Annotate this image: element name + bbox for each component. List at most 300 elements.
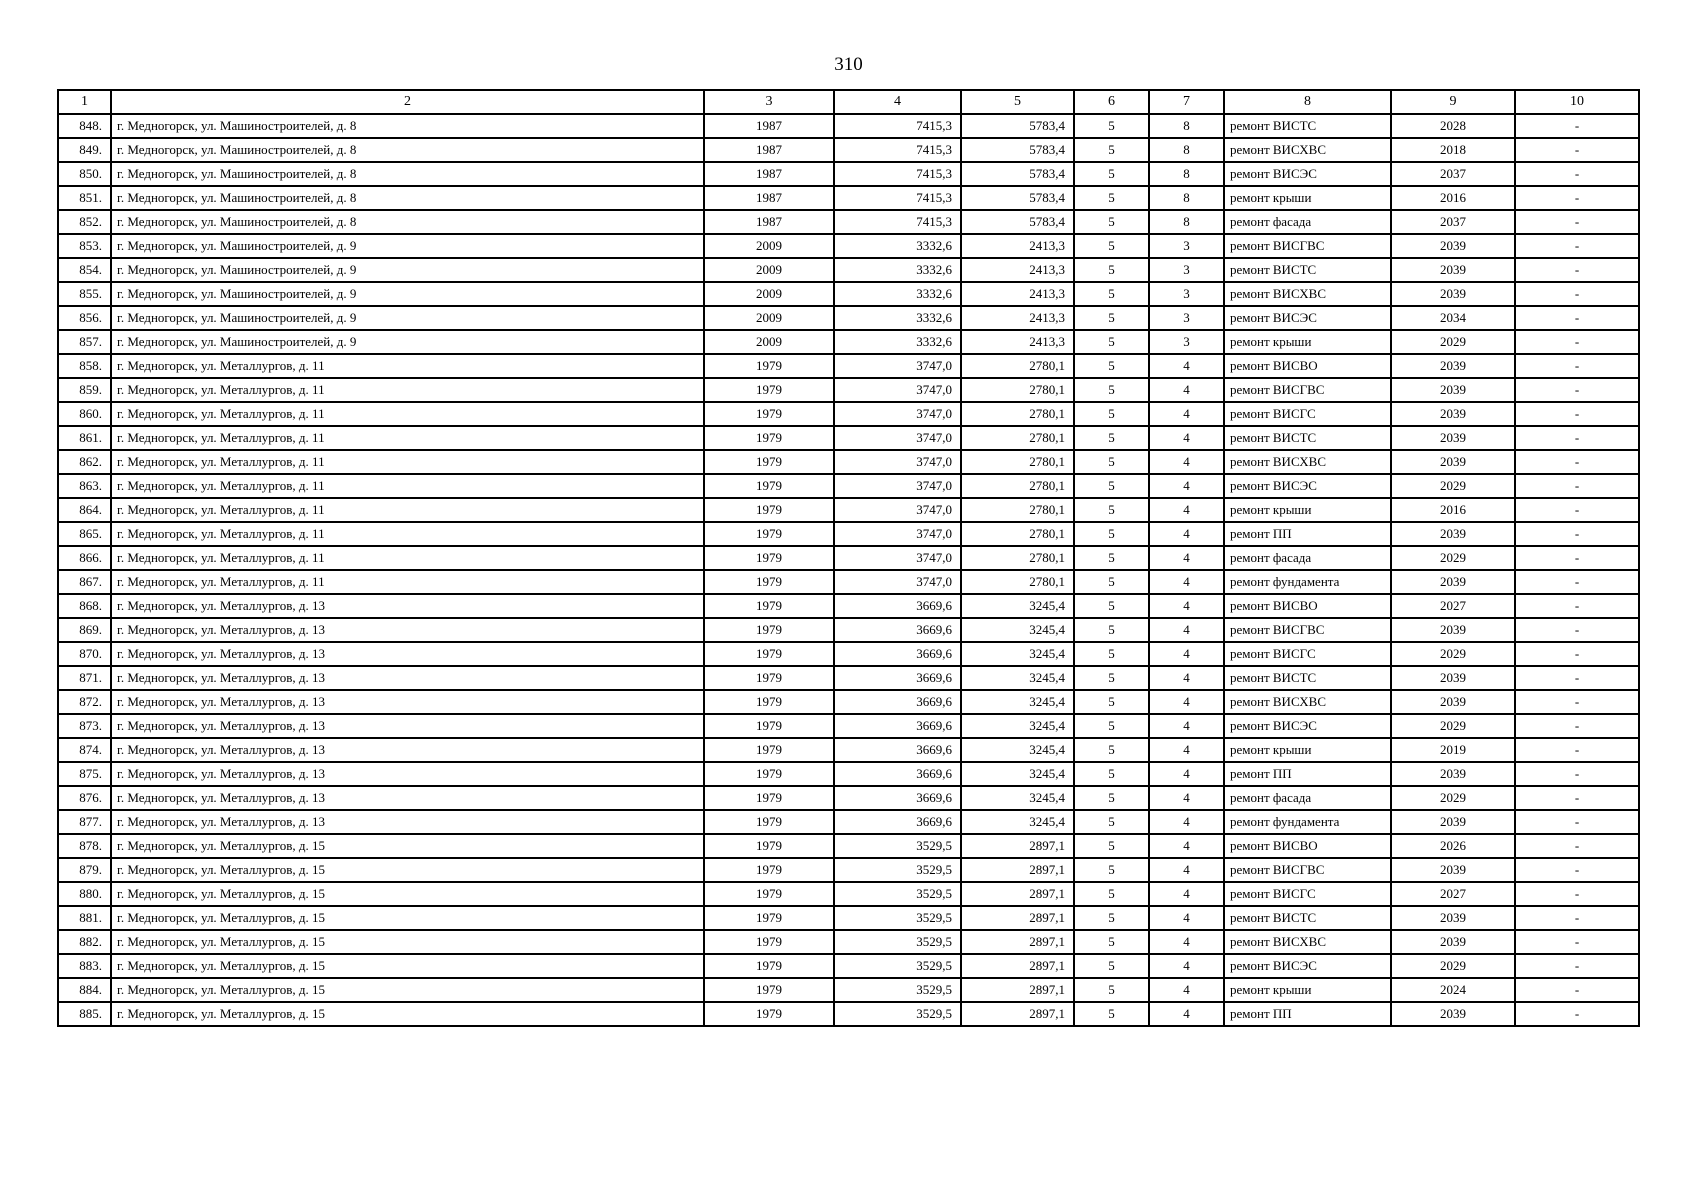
note-cell: - (1515, 258, 1639, 282)
address-cell: г. Медногорск, ул. Металлургов, д. 13 (111, 690, 704, 714)
floors-cell: 5 (1074, 498, 1149, 522)
entrances-cell: 4 (1149, 858, 1224, 882)
total-area-cell: 3747,0 (834, 546, 961, 570)
living-area-cell: 2780,1 (961, 354, 1074, 378)
note-cell: - (1515, 1002, 1639, 1026)
note-cell: - (1515, 234, 1639, 258)
planned-year-cell: 2039 (1391, 282, 1515, 306)
living-area-cell: 2897,1 (961, 978, 1074, 1002)
floors-cell: 5 (1074, 618, 1149, 642)
row-number-cell: 879. (58, 858, 111, 882)
table-body (58, 114, 1639, 1026)
row-number-cell: 884. (58, 978, 111, 1002)
entrances-cell: 8 (1149, 210, 1224, 234)
row-number-cell: 868. (58, 594, 111, 618)
total-area-cell: 3747,0 (834, 522, 961, 546)
floors-cell: 5 (1074, 714, 1149, 738)
page-number: 310 (834, 54, 863, 75)
year-built-cell: 1987 (704, 186, 834, 210)
year-built-cell: 2009 (704, 330, 834, 354)
row-number-cell: 882. (58, 930, 111, 954)
header-row (58, 90, 1639, 114)
table-row (58, 186, 1639, 210)
living-area-cell: 5783,4 (961, 114, 1074, 138)
planned-year-cell: 2039 (1391, 570, 1515, 594)
floors-cell: 5 (1074, 666, 1149, 690)
repair-type-cell: ремонт крыши (1224, 330, 1391, 354)
repair-type-cell: ремонт фасада (1224, 786, 1391, 810)
table-row (58, 810, 1639, 834)
table-row (58, 666, 1639, 690)
address-cell: г. Медногорск, ул. Машиностроителей, д. 8 (111, 186, 704, 210)
living-area-cell: 3245,4 (961, 786, 1074, 810)
year-built-cell: 1979 (704, 402, 834, 426)
total-area-cell: 3332,6 (834, 282, 961, 306)
planned-year-cell: 2039 (1391, 810, 1515, 834)
total-area-cell: 3332,6 (834, 306, 961, 330)
total-area-cell: 3669,6 (834, 786, 961, 810)
living-area-cell: 2780,1 (961, 570, 1074, 594)
year-built-cell: 1979 (704, 354, 834, 378)
entrances-cell: 4 (1149, 354, 1224, 378)
planned-year-cell: 2039 (1391, 354, 1515, 378)
total-area-cell: 3529,5 (834, 978, 961, 1002)
floors-cell: 5 (1074, 810, 1149, 834)
entrances-cell: 4 (1149, 810, 1224, 834)
total-area-cell: 3747,0 (834, 474, 961, 498)
planned-year-cell: 2029 (1391, 786, 1515, 810)
total-area-cell: 3669,6 (834, 642, 961, 666)
entrances-cell: 4 (1149, 882, 1224, 906)
planned-year-cell: 2018 (1391, 138, 1515, 162)
note-cell: - (1515, 378, 1639, 402)
address-cell: г. Медногорск, ул. Металлургов, д. 15 (111, 1002, 704, 1026)
total-area-cell: 3332,6 (834, 258, 961, 282)
living-area-cell: 2780,1 (961, 546, 1074, 570)
planned-year-cell: 2016 (1391, 498, 1515, 522)
address-cell: г. Медногорск, ул. Металлургов, д. 15 (111, 954, 704, 978)
year-built-cell: 1979 (704, 474, 834, 498)
address-cell: г. Медногорск, ул. Машиностроителей, д. 9 (111, 306, 704, 330)
total-area-cell: 3747,0 (834, 378, 961, 402)
entrances-cell: 4 (1149, 978, 1224, 1002)
row-number-cell: 849. (58, 138, 111, 162)
living-area-cell: 2413,3 (961, 306, 1074, 330)
total-area-cell: 3747,0 (834, 354, 961, 378)
floors-cell: 5 (1074, 570, 1149, 594)
note-cell: - (1515, 810, 1639, 834)
total-area-cell: 7415,3 (834, 162, 961, 186)
table-row (58, 882, 1639, 906)
note-cell: - (1515, 498, 1639, 522)
floors-cell: 5 (1074, 978, 1149, 1002)
repair-schedule-table (57, 89, 1640, 1027)
living-area-cell: 3245,4 (961, 690, 1074, 714)
entrances-cell: 4 (1149, 474, 1224, 498)
repair-type-cell: ремонт ВИСТС (1224, 906, 1391, 930)
planned-year-cell: 2029 (1391, 954, 1515, 978)
floors-cell: 5 (1074, 474, 1149, 498)
year-built-cell: 1979 (704, 786, 834, 810)
entrances-cell: 8 (1149, 114, 1224, 138)
floors-cell: 5 (1074, 378, 1149, 402)
row-number-cell: 864. (58, 498, 111, 522)
note-cell: - (1515, 210, 1639, 234)
living-area-cell: 3245,4 (961, 810, 1074, 834)
year-built-cell: 1979 (704, 930, 834, 954)
planned-year-cell: 2039 (1391, 666, 1515, 690)
row-number-cell: 863. (58, 474, 111, 498)
floors-cell: 5 (1074, 834, 1149, 858)
year-built-cell: 1979 (704, 858, 834, 882)
note-cell: - (1515, 594, 1639, 618)
total-area-cell: 7415,3 (834, 210, 961, 234)
address-cell: г. Медногорск, ул. Машиностроителей, д. 9 (111, 282, 704, 306)
repair-type-cell: ремонт ВИСХВС (1224, 450, 1391, 474)
note-cell: - (1515, 474, 1639, 498)
total-area-cell: 3747,0 (834, 450, 961, 474)
total-area-cell: 3669,6 (834, 690, 961, 714)
floors-cell: 5 (1074, 546, 1149, 570)
year-built-cell: 1979 (704, 954, 834, 978)
row-number-cell: 862. (58, 450, 111, 474)
year-built-cell: 1979 (704, 378, 834, 402)
floors-cell: 5 (1074, 354, 1149, 378)
living-area-cell: 2413,3 (961, 330, 1074, 354)
living-area-cell: 2897,1 (961, 834, 1074, 858)
table-row (58, 234, 1639, 258)
row-number-cell: 877. (58, 810, 111, 834)
note-cell: - (1515, 666, 1639, 690)
row-number-cell: 881. (58, 906, 111, 930)
note-cell: - (1515, 138, 1639, 162)
row-number-cell: 867. (58, 570, 111, 594)
note-cell: - (1515, 954, 1639, 978)
row-number-cell: 869. (58, 618, 111, 642)
floors-cell: 5 (1074, 330, 1149, 354)
total-area-cell: 3529,5 (834, 1002, 961, 1026)
address-cell: г. Медногорск, ул. Машиностроителей, д. 9 (111, 234, 704, 258)
table-row (58, 138, 1639, 162)
planned-year-cell: 2039 (1391, 930, 1515, 954)
planned-year-cell: 2039 (1391, 1002, 1515, 1026)
planned-year-cell: 2039 (1391, 426, 1515, 450)
living-area-cell: 5783,4 (961, 138, 1074, 162)
living-area-cell: 2780,1 (961, 426, 1074, 450)
living-area-cell: 3245,4 (961, 618, 1074, 642)
entrances-cell: 4 (1149, 1002, 1224, 1026)
address-cell: г. Медногорск, ул. Металлургов, д. 13 (111, 762, 704, 786)
repair-type-cell: ремонт фасада (1224, 210, 1391, 234)
living-area-cell: 2897,1 (961, 1002, 1074, 1026)
repair-type-cell: ремонт ВИСТС (1224, 426, 1391, 450)
repair-type-cell: ремонт крыши (1224, 738, 1391, 762)
living-area-cell: 2413,3 (961, 234, 1074, 258)
floors-cell: 5 (1074, 114, 1149, 138)
total-area-cell: 3529,5 (834, 834, 961, 858)
year-built-cell: 2009 (704, 306, 834, 330)
repair-type-cell: ремонт ВИСГС (1224, 642, 1391, 666)
repair-type-cell: ремонт ВИСХВС (1224, 138, 1391, 162)
planned-year-cell: 2039 (1391, 906, 1515, 930)
living-area-cell: 2780,1 (961, 522, 1074, 546)
note-cell: - (1515, 690, 1639, 714)
planned-year-cell: 2034 (1391, 306, 1515, 330)
year-built-cell: 1979 (704, 546, 834, 570)
table-row (58, 834, 1639, 858)
planned-year-cell: 2039 (1391, 450, 1515, 474)
planned-year-cell: 2039 (1391, 522, 1515, 546)
repair-type-cell: ремонт ВИСТС (1224, 666, 1391, 690)
note-cell: - (1515, 330, 1639, 354)
year-built-cell: 1979 (704, 498, 834, 522)
floors-cell: 5 (1074, 954, 1149, 978)
planned-year-cell: 2037 (1391, 162, 1515, 186)
row-number-cell: 870. (58, 642, 111, 666)
address-cell: г. Медногорск, ул. Металлургов, д. 11 (111, 450, 704, 474)
entrances-cell: 4 (1149, 786, 1224, 810)
table-row (58, 330, 1639, 354)
row-number-cell: 860. (58, 402, 111, 426)
repair-type-cell: ремонт ВИСЭС (1224, 474, 1391, 498)
year-built-cell: 1987 (704, 162, 834, 186)
repair-type-cell: ремонт ВИСГС (1224, 882, 1391, 906)
year-built-cell: 1979 (704, 690, 834, 714)
note-cell: - (1515, 978, 1639, 1002)
table-row (58, 930, 1639, 954)
entrances-cell: 3 (1149, 234, 1224, 258)
entrances-cell: 4 (1149, 426, 1224, 450)
address-cell: г. Медногорск, ул. Машиностроителей, д. 8 (111, 210, 704, 234)
row-number-cell: 871. (58, 666, 111, 690)
address-cell: г. Медногорск, ул. Металлургов, д. 11 (111, 498, 704, 522)
entrances-cell: 8 (1149, 186, 1224, 210)
entrances-cell: 3 (1149, 258, 1224, 282)
year-built-cell: 1979 (704, 738, 834, 762)
note-cell: - (1515, 306, 1639, 330)
repair-type-cell: ремонт ВИСГВС (1224, 858, 1391, 882)
row-number-cell: 878. (58, 834, 111, 858)
row-number-cell: 876. (58, 786, 111, 810)
living-area-cell: 3245,4 (961, 762, 1074, 786)
entrances-cell: 3 (1149, 330, 1224, 354)
column-header: 10 (1515, 90, 1639, 114)
total-area-cell: 3669,6 (834, 810, 961, 834)
note-cell: - (1515, 786, 1639, 810)
row-number-cell: 873. (58, 714, 111, 738)
row-number-cell: 872. (58, 690, 111, 714)
note-cell: - (1515, 162, 1639, 186)
floors-cell: 5 (1074, 1002, 1149, 1026)
year-built-cell: 1979 (704, 762, 834, 786)
table-row (58, 978, 1639, 1002)
floors-cell: 5 (1074, 762, 1149, 786)
floors-cell: 5 (1074, 306, 1149, 330)
note-cell: - (1515, 354, 1639, 378)
entrances-cell: 4 (1149, 666, 1224, 690)
address-cell: г. Медногорск, ул. Машиностроителей, д. 9 (111, 258, 704, 282)
note-cell: - (1515, 642, 1639, 666)
address-cell: г. Медногорск, ул. Металлургов, д. 13 (111, 786, 704, 810)
repair-type-cell: ремонт ВИСГВС (1224, 378, 1391, 402)
row-number-cell: 883. (58, 954, 111, 978)
total-area-cell: 3747,0 (834, 426, 961, 450)
note-cell: - (1515, 546, 1639, 570)
note-cell: - (1515, 930, 1639, 954)
address-cell: г. Медногорск, ул. Металлургов, д. 11 (111, 354, 704, 378)
planned-year-cell: 2039 (1391, 690, 1515, 714)
repair-type-cell: ремонт ВИСТС (1224, 114, 1391, 138)
row-number-cell: 858. (58, 354, 111, 378)
floors-cell: 5 (1074, 690, 1149, 714)
note-cell: - (1515, 282, 1639, 306)
row-number-cell: 874. (58, 738, 111, 762)
living-area-cell: 2897,1 (961, 882, 1074, 906)
living-area-cell: 3245,4 (961, 714, 1074, 738)
total-area-cell: 3747,0 (834, 498, 961, 522)
table-row (58, 690, 1639, 714)
row-number-cell: 854. (58, 258, 111, 282)
total-area-cell: 3332,6 (834, 330, 961, 354)
total-area-cell: 3669,6 (834, 762, 961, 786)
column-header: 2 (111, 90, 704, 114)
planned-year-cell: 2019 (1391, 738, 1515, 762)
year-built-cell: 1979 (704, 666, 834, 690)
living-area-cell: 2780,1 (961, 450, 1074, 474)
year-built-cell: 1987 (704, 210, 834, 234)
total-area-cell: 3529,5 (834, 930, 961, 954)
note-cell: - (1515, 450, 1639, 474)
address-cell: г. Медногорск, ул. Металлургов, д. 15 (111, 858, 704, 882)
entrances-cell: 4 (1149, 594, 1224, 618)
planned-year-cell: 2039 (1391, 858, 1515, 882)
floors-cell: 5 (1074, 786, 1149, 810)
address-cell: г. Медногорск, ул. Металлургов, д. 15 (111, 882, 704, 906)
row-number-cell: 880. (58, 882, 111, 906)
entrances-cell: 4 (1149, 690, 1224, 714)
living-area-cell: 2780,1 (961, 474, 1074, 498)
entrances-cell: 4 (1149, 498, 1224, 522)
note-cell: - (1515, 186, 1639, 210)
entrances-cell: 4 (1149, 906, 1224, 930)
row-number-cell: 848. (58, 114, 111, 138)
living-area-cell: 2780,1 (961, 402, 1074, 426)
row-number-cell: 885. (58, 1002, 111, 1026)
address-cell: г. Медногорск, ул. Металлургов, д. 15 (111, 978, 704, 1002)
row-number-cell: 859. (58, 378, 111, 402)
total-area-cell: 3747,0 (834, 402, 961, 426)
entrances-cell: 3 (1149, 306, 1224, 330)
living-area-cell: 5783,4 (961, 162, 1074, 186)
living-area-cell: 2897,1 (961, 858, 1074, 882)
floors-cell: 5 (1074, 138, 1149, 162)
table-row (58, 450, 1639, 474)
note-cell: - (1515, 402, 1639, 426)
total-area-cell: 3669,6 (834, 618, 961, 642)
floors-cell: 5 (1074, 282, 1149, 306)
living-area-cell: 3245,4 (961, 738, 1074, 762)
year-built-cell: 1979 (704, 882, 834, 906)
repair-type-cell: ремонт фасада (1224, 546, 1391, 570)
total-area-cell: 3529,5 (834, 954, 961, 978)
repair-type-cell: ремонт фундамента (1224, 570, 1391, 594)
table-row (58, 786, 1639, 810)
address-cell: г. Медногорск, ул. Металлургов, д. 11 (111, 402, 704, 426)
entrances-cell: 4 (1149, 834, 1224, 858)
address-cell: г. Медногорск, ул. Металлургов, д. 11 (111, 522, 704, 546)
table-row (58, 546, 1639, 570)
year-built-cell: 1987 (704, 114, 834, 138)
table-row (58, 210, 1639, 234)
floors-cell: 5 (1074, 642, 1149, 666)
entrances-cell: 4 (1149, 762, 1224, 786)
note-cell: - (1515, 834, 1639, 858)
table-row (58, 378, 1639, 402)
address-cell: г. Медногорск, ул. Металлургов, д. 11 (111, 474, 704, 498)
row-number-cell: 857. (58, 330, 111, 354)
year-built-cell: 1979 (704, 618, 834, 642)
repair-type-cell: ремонт ВИСЭС (1224, 306, 1391, 330)
column-header: 3 (704, 90, 834, 114)
floors-cell: 5 (1074, 882, 1149, 906)
table-row (58, 594, 1639, 618)
column-header: 8 (1224, 90, 1391, 114)
repair-type-cell: ремонт ПП (1224, 1002, 1391, 1026)
row-number-cell: 851. (58, 186, 111, 210)
column-header: 7 (1149, 90, 1224, 114)
entrances-cell: 4 (1149, 570, 1224, 594)
year-built-cell: 1979 (704, 978, 834, 1002)
floors-cell: 5 (1074, 186, 1149, 210)
total-area-cell: 3332,6 (834, 234, 961, 258)
table-row (58, 162, 1639, 186)
year-built-cell: 1979 (704, 522, 834, 546)
row-number-cell: 855. (58, 282, 111, 306)
total-area-cell: 3669,6 (834, 738, 961, 762)
total-area-cell: 3529,5 (834, 906, 961, 930)
floors-cell: 5 (1074, 258, 1149, 282)
address-cell: г. Медногорск, ул. Металлургов, д. 11 (111, 378, 704, 402)
row-number-cell: 866. (58, 546, 111, 570)
table-row (58, 258, 1639, 282)
address-cell: г. Медногорск, ул. Машиностроителей, д. 8 (111, 162, 704, 186)
year-built-cell: 1979 (704, 834, 834, 858)
living-area-cell: 2897,1 (961, 930, 1074, 954)
repair-type-cell: ремонт крыши (1224, 498, 1391, 522)
address-cell: г. Медногорск, ул. Машиностроителей, д. 8 (111, 138, 704, 162)
entrances-cell: 8 (1149, 138, 1224, 162)
table-row (58, 354, 1639, 378)
entrances-cell: 4 (1149, 522, 1224, 546)
entrances-cell: 3 (1149, 282, 1224, 306)
entrances-cell: 4 (1149, 546, 1224, 570)
planned-year-cell: 2029 (1391, 474, 1515, 498)
column-header: 6 (1074, 90, 1149, 114)
year-built-cell: 1979 (704, 570, 834, 594)
planned-year-cell: 2028 (1391, 114, 1515, 138)
year-built-cell: 1979 (704, 594, 834, 618)
column-header: 4 (834, 90, 961, 114)
column-header: 5 (961, 90, 1074, 114)
row-number-cell: 861. (58, 426, 111, 450)
entrances-cell: 8 (1149, 162, 1224, 186)
note-cell: - (1515, 114, 1639, 138)
floors-cell: 5 (1074, 234, 1149, 258)
planned-year-cell: 2039 (1391, 618, 1515, 642)
table-row (58, 114, 1639, 138)
year-built-cell: 1979 (704, 810, 834, 834)
table-row (58, 522, 1639, 546)
